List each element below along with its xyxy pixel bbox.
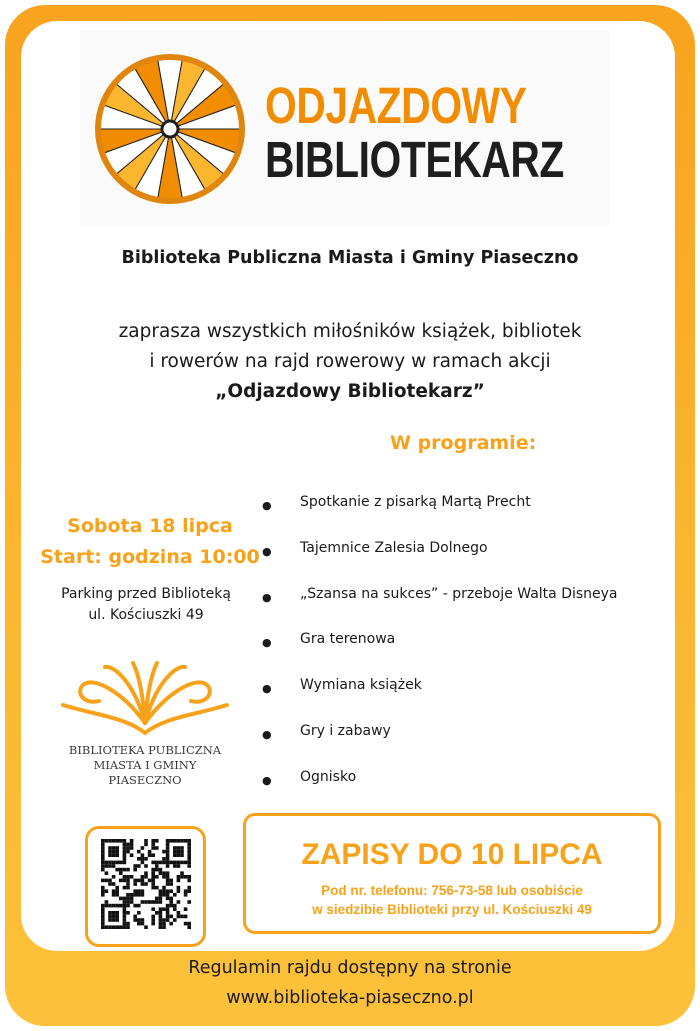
footer-rules: Regulamin rajdu dostępny na stronie (188, 958, 512, 978)
qr-code-icon[interactable] (101, 839, 191, 929)
list-item: ● Gra terenowa (262, 631, 396, 650)
campaign-name: „Odjazdowy Bibliotekarz” (215, 381, 485, 402)
registration-title: ZAPISY DO 10 LIPCA (301, 838, 603, 871)
list-item: ● Spotkanie z pisarką Martą Precht (262, 494, 531, 512)
list-item: ● Gry i zabawy (262, 722, 391, 741)
qr-code-frame[interactable] (85, 826, 206, 947)
place-line2: ul. Kościuszki 49 (88, 607, 204, 623)
invitation-text (0, 317, 700, 407)
logo-title-line1: ODJAZDOWY (265, 77, 527, 134)
program-list (262, 490, 618, 811)
registration-box (243, 813, 661, 934)
registration-info: Pod nr. telefonu: 756-73-58 lub osobiście w siedzibie Biblioteki przy ul. Kościuszki 49 (312, 883, 592, 917)
list-item: ● Ognisko (262, 768, 357, 787)
list-item: ● „Szansa na sukces” - przeboje Walta Disneya (262, 585, 618, 604)
invitation-line2: i rowerów na rajd rowerowy w ramach akcji (149, 351, 551, 372)
invitation-line1: zaprasza wszystkich miłośników książek, bibliotek (118, 321, 582, 342)
library-logo (55, 655, 235, 795)
list-item: ● Wymiana książek (262, 677, 422, 696)
program-heading: W programie: (390, 432, 537, 454)
footer-url[interactable]: www.biblioteka-piaseczno.pl (226, 988, 474, 1008)
place-line1: Parking przed Biblioteką (61, 586, 231, 602)
open-book-icon (55, 655, 235, 740)
event-start: Start: godzina 10:00 (40, 546, 260, 568)
event-place (0, 584, 292, 626)
library-name: Biblioteka Publiczna Miasta i Gminy Piaseczno (121, 248, 579, 268)
event-date: Sobota 18 lipca (67, 515, 233, 537)
logo-title-line2: BIBLIOTEKARZ (265, 131, 564, 188)
library-logo-text: BIBLIOTEKA PUBLICZNA MIASTA I GMINY PIASECZNO (68, 743, 222, 787)
list-item: ● Tajemnice Zalesia Dolnego (262, 539, 488, 558)
